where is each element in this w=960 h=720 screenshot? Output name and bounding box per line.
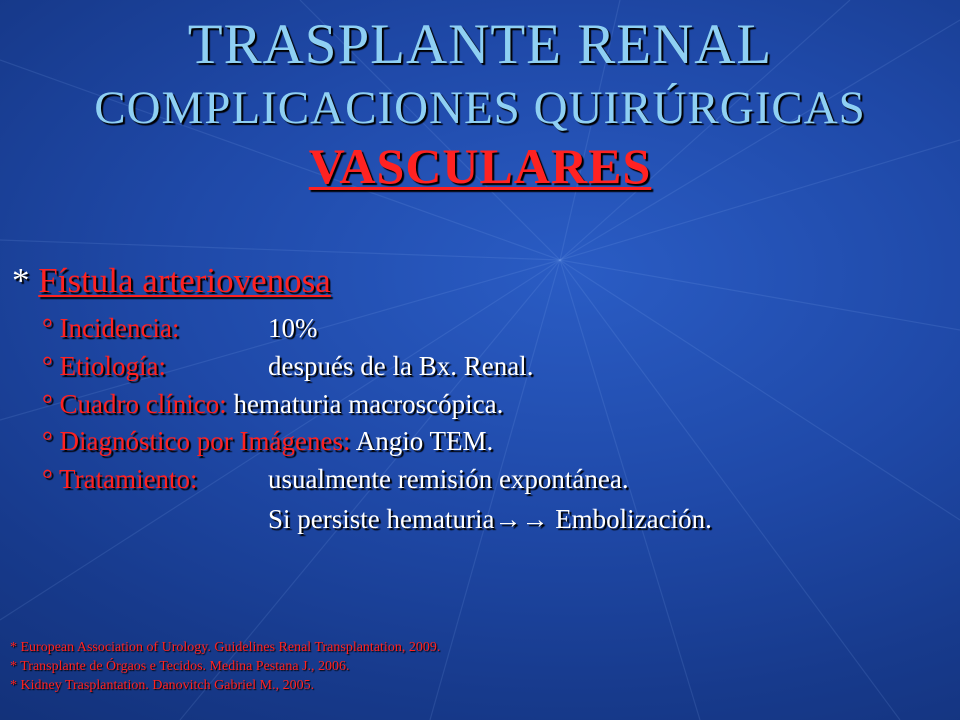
item-label: ° Cuadro clínico: [42,389,227,419]
references [10,638,440,695]
list-item-etiologia [42,349,534,383]
section-heading [12,260,331,302]
title-line-1: TRASPLANTE RENAL [187,13,773,76]
reference-2: * Transplante de Órgaos e Tecidos. Medina Pestana J., 2006. [10,659,350,674]
treatment-continuation: Si persiste hematuria→→ Embolización. [268,504,712,534]
item-label: ° Incidencia: [42,313,180,343]
list-item-diagnostico [42,424,493,458]
reference-1: * European Association of Urology. Guidelines Renal Transplantation, 2009. [10,640,441,655]
title-line-3: VASCULARES [308,138,652,194]
item-label: ° Tratamiento: [42,464,198,494]
reference-3: * Kidney Trasplantation. Danovitch Gabriel M., 2005. [10,678,315,693]
item-value: hematuria macroscópica. [233,389,504,419]
item-value: usualmente remisión expontánea. [268,464,629,494]
item-label: ° Etiología: [42,351,167,381]
item-value: 10% [268,313,318,343]
list-item-cuadro-clinico [42,387,503,421]
item-value: después de la Bx. Renal. [268,351,534,381]
list-item-incidencia [42,311,318,345]
heading-text: Fístula arteriovenosa [38,261,331,300]
item-value: Angio TEM. [355,426,494,456]
heading-bullet: * [12,261,39,300]
title-line-2: COMPLICACIONES QUIRÚRGICAS [94,82,866,134]
list-item-tratamiento [42,462,629,496]
item-label: ° Diagnóstico por Imágenes: [42,426,351,456]
